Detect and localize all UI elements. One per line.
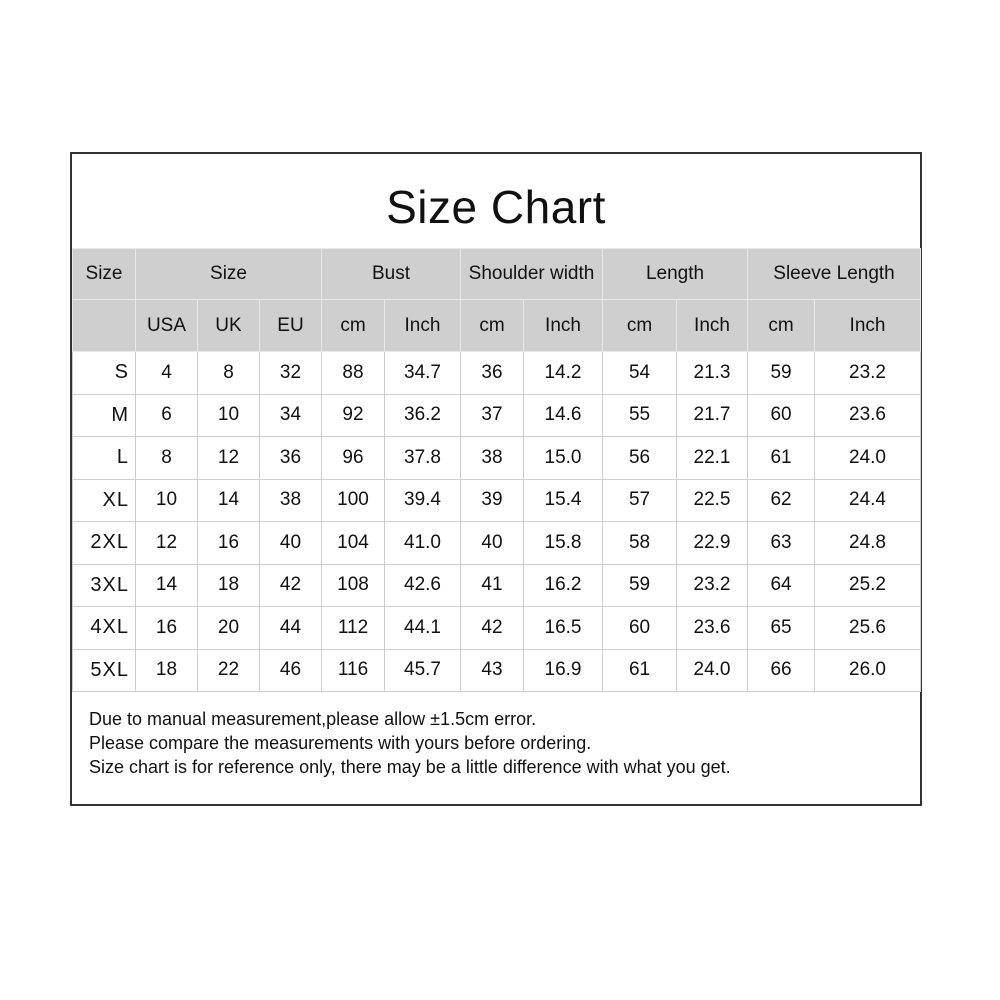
- header-bust: Bust: [322, 249, 461, 300]
- subheader-cell: Inch: [524, 300, 603, 352]
- table-cell: 37.8: [385, 437, 461, 480]
- table-cell: 14.2: [524, 352, 603, 395]
- table-cell: 42.6: [385, 564, 461, 607]
- table-cell: 23.2: [815, 352, 921, 395]
- header-shoulder-width: Shoulder width: [461, 249, 603, 300]
- table-cell: 16.9: [524, 649, 603, 692]
- subheader-cell: cm: [748, 300, 815, 352]
- table-cell: 58: [603, 522, 677, 565]
- table-cell: 59: [748, 352, 815, 395]
- table-cell: 34: [260, 394, 322, 437]
- subheader-cell: Inch: [385, 300, 461, 352]
- table-cell: 23.6: [815, 394, 921, 437]
- table-cell: 21.7: [677, 394, 748, 437]
- table-cell: 36: [461, 352, 524, 395]
- table-cell: 63: [748, 522, 815, 565]
- table-cell: 14: [136, 564, 198, 607]
- table-cell: 22.5: [677, 479, 748, 522]
- size-label-cell: 4XL: [73, 607, 136, 650]
- subheader-cell: cm: [322, 300, 385, 352]
- table-cell: 96: [322, 437, 385, 480]
- table-cell: 22.9: [677, 522, 748, 565]
- table-cell: 14: [198, 479, 260, 522]
- subheader-cell: EU: [260, 300, 322, 352]
- table-cell: 20: [198, 607, 260, 650]
- size-label-cell: M: [73, 394, 136, 437]
- subheader-cell: [73, 300, 136, 352]
- table-row: [73, 437, 921, 480]
- table-cell: 57: [603, 479, 677, 522]
- table-row: [73, 394, 921, 437]
- table-row: [73, 564, 921, 607]
- table-cell: 24.0: [677, 649, 748, 692]
- header-length: Length: [603, 249, 748, 300]
- subheader-cell: UK: [198, 300, 260, 352]
- table-cell: 18: [136, 649, 198, 692]
- header-size: Size: [73, 249, 136, 300]
- table-row: [73, 649, 921, 692]
- table-cell: 8: [198, 352, 260, 395]
- table-cell: 39: [461, 479, 524, 522]
- table-cell: 32: [260, 352, 322, 395]
- table-cell: 12: [198, 437, 260, 480]
- table-cell: 44.1: [385, 607, 461, 650]
- table-cell: 56: [603, 437, 677, 480]
- table-cell: 24.4: [815, 479, 921, 522]
- table-cell: 108: [322, 564, 385, 607]
- header-sleeve-length: Sleeve Length: [748, 249, 921, 300]
- size-label-cell: XL: [73, 479, 136, 522]
- table-cell: 16.5: [524, 607, 603, 650]
- table-cell: 22.1: [677, 437, 748, 480]
- subheader-cell: cm: [461, 300, 524, 352]
- table-cell: 41.0: [385, 522, 461, 565]
- chart-title: [72, 154, 920, 248]
- table-cell: 45.7: [385, 649, 461, 692]
- table-cell: 34.7: [385, 352, 461, 395]
- table-body: [73, 352, 921, 692]
- table-cell: 62: [748, 479, 815, 522]
- note-line: Size chart is for reference only, there may be a little difference with what you get.: [89, 757, 731, 777]
- table-cell: 16.2: [524, 564, 603, 607]
- header-group-row: [73, 249, 921, 300]
- header-size-systems: Size: [136, 249, 322, 300]
- table-cell: 24.0: [815, 437, 921, 480]
- table-cell: 16: [198, 522, 260, 565]
- size-label-cell: 5XL: [73, 649, 136, 692]
- table-cell: 38: [461, 437, 524, 480]
- table-cell: 25.6: [815, 607, 921, 650]
- table-cell: 112: [322, 607, 385, 650]
- table-row: [73, 522, 921, 565]
- size-label-cell: 3XL: [73, 564, 136, 607]
- table-cell: 14.6: [524, 394, 603, 437]
- notes: [89, 707, 909, 779]
- table-cell: 36: [260, 437, 322, 480]
- subheader-cell: Inch: [677, 300, 748, 352]
- table-cell: 55: [603, 394, 677, 437]
- table-cell: 38: [260, 479, 322, 522]
- table-cell: 65: [748, 607, 815, 650]
- table-cell: 12: [136, 522, 198, 565]
- table-cell: 64: [748, 564, 815, 607]
- table-cell: 25.2: [815, 564, 921, 607]
- note-line: Please compare the measurements with yours before ordering.: [89, 733, 592, 753]
- table-cell: 26.0: [815, 649, 921, 692]
- table-cell: 61: [748, 437, 815, 480]
- table-cell: 46: [260, 649, 322, 692]
- table-cell: 88: [322, 352, 385, 395]
- table-cell: 100: [322, 479, 385, 522]
- table-cell: 60: [603, 607, 677, 650]
- table-cell: 40: [260, 522, 322, 565]
- table-cell: 39.4: [385, 479, 461, 522]
- table-cell: 61: [603, 649, 677, 692]
- table-cell: 44: [260, 607, 322, 650]
- table-cell: 66: [748, 649, 815, 692]
- subheader-cell: cm: [603, 300, 677, 352]
- table-row: [73, 479, 921, 522]
- table-cell: 15.0: [524, 437, 603, 480]
- subheader-row: [73, 300, 921, 352]
- table-cell: 42: [260, 564, 322, 607]
- table-cell: 21.3: [677, 352, 748, 395]
- table-cell: 116: [322, 649, 385, 692]
- subheader-cell: USA: [136, 300, 198, 352]
- size-label-cell: L: [73, 437, 136, 480]
- table-cell: 10: [198, 394, 260, 437]
- table-cell: 23.6: [677, 607, 748, 650]
- table-cell: 36.2: [385, 394, 461, 437]
- table-cell: 40: [461, 522, 524, 565]
- table-cell: 6: [136, 394, 198, 437]
- table-cell: 24.8: [815, 522, 921, 565]
- table-cell: 60: [748, 394, 815, 437]
- table-cell: 92: [322, 394, 385, 437]
- note-line: Due to manual measurement,please allow ±1.5cm error.: [89, 709, 537, 729]
- chart-title-text: Size Chart: [386, 181, 606, 233]
- table-cell: 15.8: [524, 522, 603, 565]
- size-table: [72, 248, 921, 692]
- table-cell: 104: [322, 522, 385, 565]
- size-label-cell: 2XL: [73, 522, 136, 565]
- table-cell: 42: [461, 607, 524, 650]
- size-label-cell: S: [73, 352, 136, 395]
- table-cell: 37: [461, 394, 524, 437]
- size-chart-frame: [70, 152, 922, 806]
- table-cell: 59: [603, 564, 677, 607]
- table-cell: 10: [136, 479, 198, 522]
- table-cell: 43: [461, 649, 524, 692]
- table-cell: 22: [198, 649, 260, 692]
- table-cell: 4: [136, 352, 198, 395]
- table-cell: 8: [136, 437, 198, 480]
- table-cell: 16: [136, 607, 198, 650]
- table-row: [73, 607, 921, 650]
- table-cell: 15.4: [524, 479, 603, 522]
- table-cell: 54: [603, 352, 677, 395]
- subheader-cell: Inch: [815, 300, 921, 352]
- table-cell: 41: [461, 564, 524, 607]
- table-row: [73, 352, 921, 395]
- table-cell: 23.2: [677, 564, 748, 607]
- table-cell: 18: [198, 564, 260, 607]
